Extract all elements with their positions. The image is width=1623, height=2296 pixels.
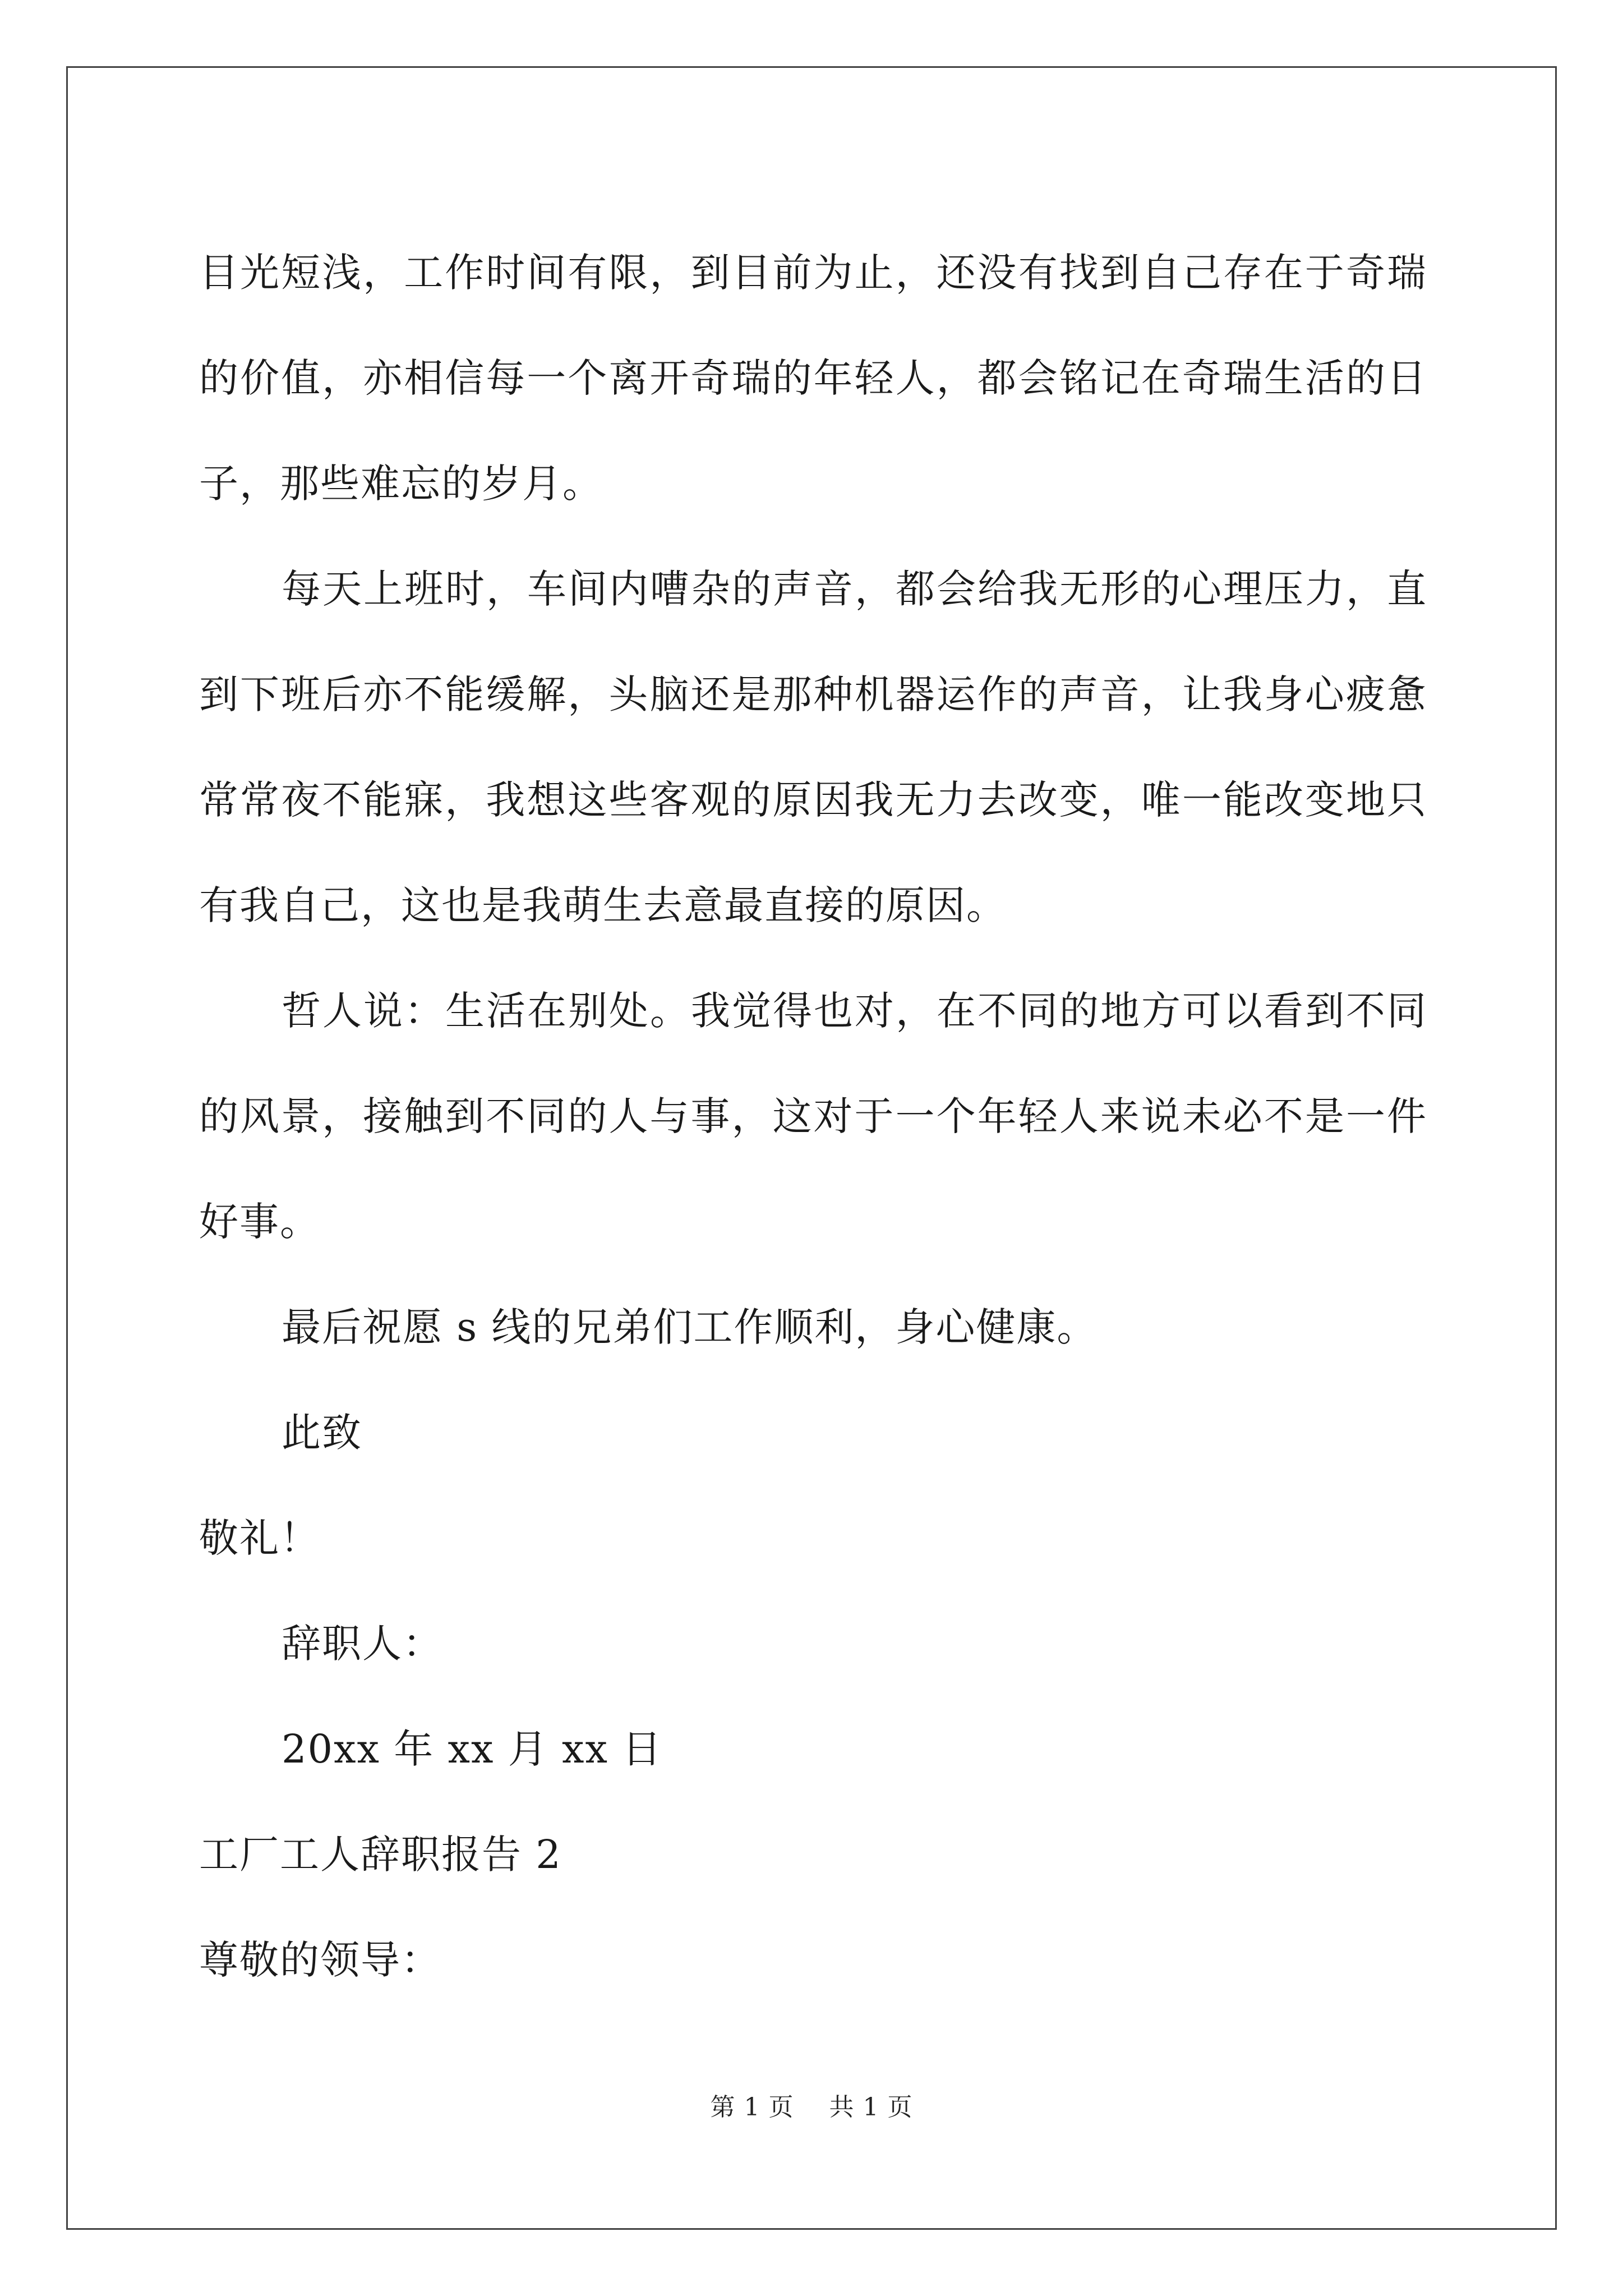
signature-date: 20xx 年 xx 月 xx 日	[282, 1726, 663, 1772]
paragraph-best-wishes: 最后祝愿 s 线的兄弟们工作顺利，身心健康。	[282, 1304, 1098, 1350]
paragraph-value-realization: 目光短浅，工作时间有限，到目前为止，还没有找到自己存在于奇瑞的价值，亦相信每一个离开奇瑞的年轻人，都会铭记在奇瑞生活的日子，那些难忘的岁月。	[199, 250, 1427, 507]
page-number-total: 共 1 页	[829, 2093, 913, 2122]
paragraph-workshop-noise: 每天上班时，车间内嘈杂的声音，都会给我无形的心理压力，直到下班后亦不能缓解，头脑还是那种机器运作的声音，让我身心疲惫常常夜不能寐，我想这些客观的原因我无力去改变，唯一能改变地只有我自己，这也是我萌生去意最直接的原因。	[199, 566, 1427, 928]
signature-label: 辞职人：	[282, 1621, 443, 1667]
page-number-current: 第 1 页	[710, 2093, 794, 2122]
section-title: 工厂工人辞职报告 2	[199, 1832, 562, 1878]
page-footer	[0, 2087, 1623, 2123]
document-body	[199, 220, 1427, 2013]
closing-salutation: 此致	[282, 1410, 362, 1456]
paragraph-philosopher-quote: 哲人说：生活在别处。我觉得也对，在不同的地方可以看到不同的风景，接触到不同的人与事，这对于一个年轻人来说未必不是一件好事。	[199, 988, 1427, 1245]
closing-regards: 敬礼！	[199, 1515, 320, 1561]
greeting: 尊敬的领导：	[199, 1937, 441, 1983]
